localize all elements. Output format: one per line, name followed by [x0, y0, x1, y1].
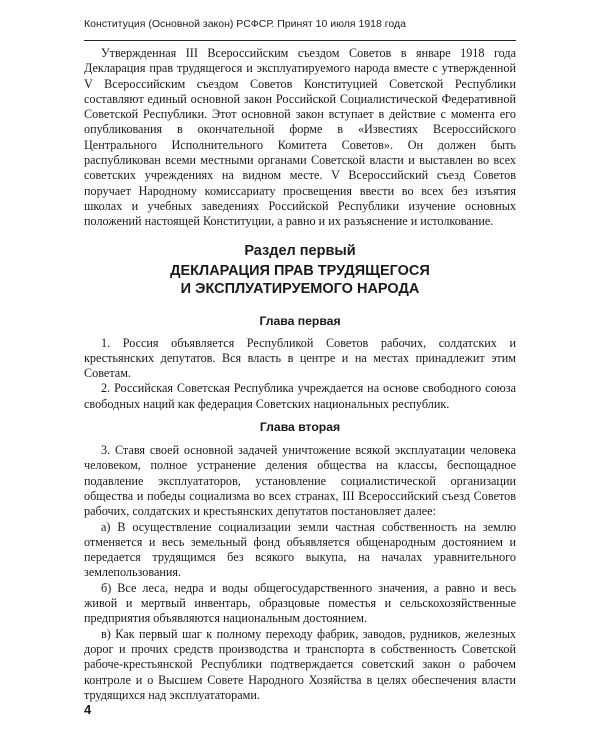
- running-header: [84, 8, 516, 41]
- article-3-item-c: в) Как первый шаг к полному переходу фабрик, заводов, рудников, железных дорог и прочих средств производства и транспорта в собственность Советской рабоче-крестьянской Республики подтверждается советский закон о рабочем контроле и о Высшем Совете Народного Хозяйства в целях обеспечения власти трудящихся над эксплуататорами.: [84, 626, 516, 702]
- section-label: Раздел первый: [244, 242, 356, 259]
- intro-paragraph: Утвержденная III Всероссийским съездом Советов в январе 1918 года Декларация прав трудящегося и эксплуатируемого народа вместе с утвержденной V Всероссийским съездом Советов Конституцией Советской Республики составляют единый основной закон Российской Социалистической Федеративной Советской Республики. Этот основной закон вступает в действие с момента его опубликования в окончательной форме в «Известиях Всероссийского Центрального Исполнительного Комитета Советов». Он должен быть распубликован всеми местными органами Советской власти и выставлен во всех советских учреждениях на видном месте. V Всероссийский съезд Советов поручает Народному комиссариату просвещения ввести во всех без изъятия школах и учебных заведениях Российской Республики изучение основных положений настоящей Конституции, а равно и их разъяснение и истолкование.: [84, 46, 516, 229]
- page-body: [84, 46, 516, 703]
- page-number: 4: [84, 702, 92, 717]
- section-title-line-2: И ЭКСПЛУАТИРУЕМОГО НАРОДА: [180, 280, 420, 297]
- article-2: 2. Российская Советская Республика учреждается на основе свободного союза свободных наций как федерация Советских национальных республик.: [84, 381, 516, 411]
- article-3-item-b: б) Все леса, недра и воды общегосударственного значения, а равно и весь живой и мертвый инвентарь, образцовые поместья и сельскохозяйственные предприятия объявляются национальным достоянием.: [84, 580, 516, 626]
- article-3: 3. Ставя своей основной задачей уничтожение всякой эксплуатации человека человеком, полное устранение деления общества на классы, беспощадное подавление эксплуататоров, установление социалистической организации общества и победы социализма во всех странах, III Всероссийский съезд Советов рабочих, солдатских и крестьянских депутатов постановляет далее:: [84, 443, 516, 519]
- chapter-2-title: Глава вторая: [259, 420, 341, 435]
- chapter-1-title: Глава первая: [259, 313, 341, 328]
- article-1: 1. Россия объявляется Республикой Советов рабочих, солдатских и крестьянских депутатов. Вся власть в центре и на местах принадлежит этим Советам.: [84, 335, 516, 381]
- running-title: Конституция (Основной закон) РСФСР. Принят 10 июля 1918 года: [84, 18, 406, 30]
- section-title-line-1: ДЕКЛАРАЦИЯ ПРАВ ТРУДЯЩЕГОСЯ: [170, 262, 430, 279]
- section-title: [84, 262, 516, 298]
- article-3-item-a: а) В осуществление социализации земли частная собственность на землю отменяется и весь земельный фонд объявляется общенародным достоянием и передается трудящимся без всякого выкупа, на началах уравнительного землепользования.: [84, 519, 516, 580]
